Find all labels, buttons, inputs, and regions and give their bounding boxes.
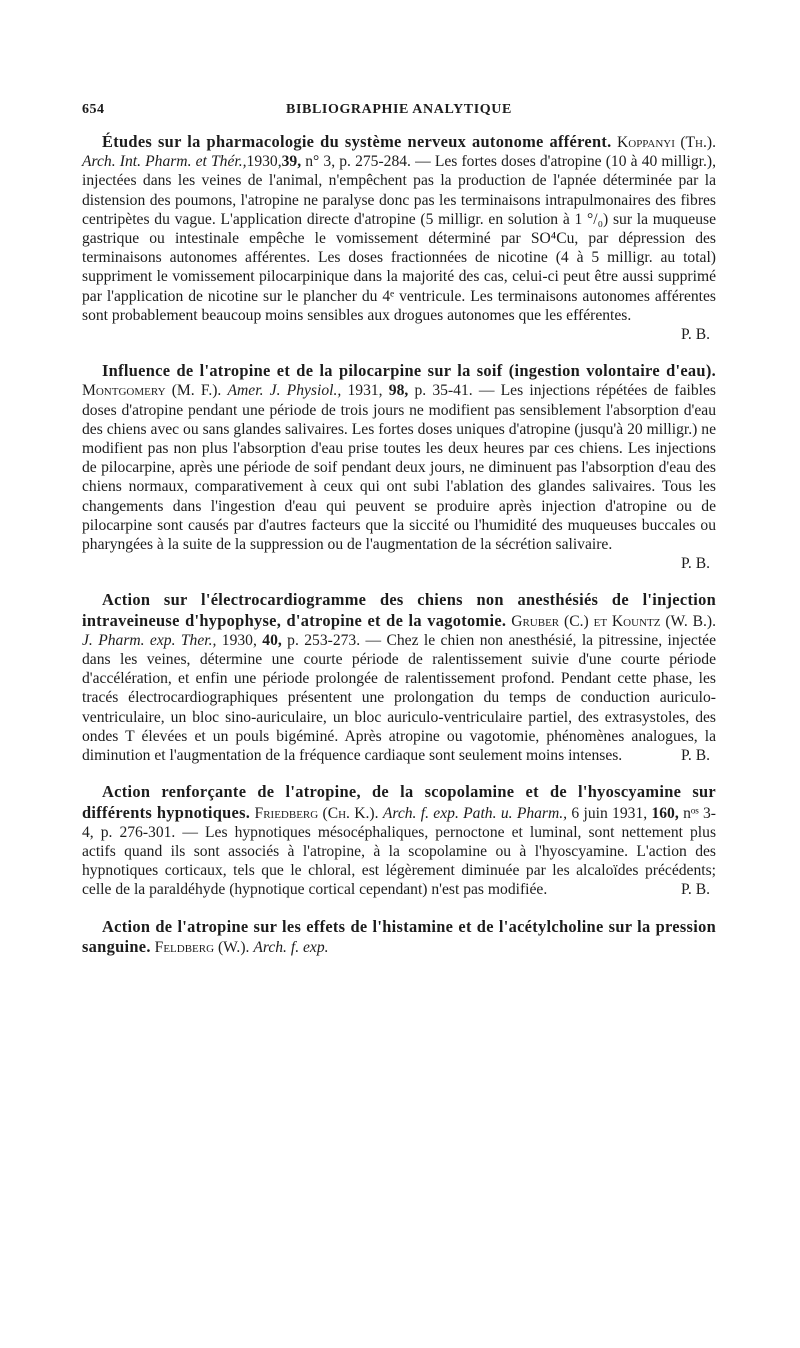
entry-year: 1930, xyxy=(246,153,282,171)
entry-volume: 160, xyxy=(651,804,679,822)
entry-journal: Arch. f. exp. xyxy=(253,938,329,956)
entry-initials: P. B. xyxy=(680,326,710,344)
entry-body: — Les hypnotiques mésocéphaliques, pernoctone et luminal, sont nettement plus actifs quand ils sont associés à l'atropine, à la scopolamine ou à l'hyoscyamine. L'action des hypnotiques corticaux, tels que le chloral, est légèrement diminuée par les alcaloïdes précédents; celle de la paraldéhyde (hypnotique cortical cependant) n'est pas modifiée. xyxy=(82,823,717,899)
entry-journal: Amer. J. Physiol., xyxy=(227,382,342,400)
entry-title: Action renforçante de l'atropine, de la scopolamine et de l'hyoscyamine sur différents hypnotiques. xyxy=(82,782,716,822)
entry-paragraph xyxy=(82,590,716,765)
entry-body: — Chez le chien non anesthésié, la pitressine, injectée dans les veines, détermine une courte période de ralentissement suivie d'une courte période d'accélération, et enfin une période prolongée de ralentissement profond. Pendant cette phase, les tracés électrocardiographiques présentent une prolongation du temps de conduction auriculo-ventriculaire, un bloc sino-auriculaire, un bloc auriculo-ventriculaire partiel, des extrasystoles, des ondes T élevées et un pouls bigéminé. Après atropine ou vagotomie, phénomènes analogues, la diminution et l'augmentation de la fréquence cardiaque sont seulement moins intenses. xyxy=(82,631,716,765)
entry-journal: Arch. Int. Pharm. et Thér., xyxy=(82,153,247,171)
entry-author: Koppanyi (Th.). xyxy=(616,134,716,151)
entry-volume: 39, xyxy=(281,153,302,171)
entry-initials: P. B. xyxy=(680,881,710,899)
entry-title: Influence de l'atropine et de la pilocarpine sur la soif (ingestion volontaire d'eau). xyxy=(102,361,716,381)
bibliography-entry-4 xyxy=(82,782,716,899)
entry-body: — Les fortes doses d'atropine (10 à 40 milligr.), injectées dans les veines de l'animal, n'empêchent pas la production de l'apnée déterminée par la distension des poumons, l'atropine ne paralyse donc pas les terminaisons intrapulmonaires des fibres centripètes du vague. L'application directe d'atropine (5 milligr. en solution à 1 °/₀) sur la muqueuse gastrique ou intestinale empêche le vomissement déterminé par SO⁴Cu, par dépression des terminaisons autonomes afférentes. Les doses fractionnées de nicotine (4 à 5 milligr. au total) suppriment le vomissement pilocarpinique dans la majorité des cas, celui-ci peut être aussi supprimé par l'application de nicotine sur le plancher du 4ᵉ ventricule. Les terminaisons autonomes afférentes sont probablement beaucoup moins sensibles aux drogues autonomes que les efférentes. xyxy=(82,153,716,324)
entry-year: 1931, xyxy=(347,382,383,400)
bibliography-entry-2 xyxy=(82,361,716,573)
entry-year: 6 juin 1931, xyxy=(571,804,648,822)
entry-pages: nᵒˢ 3-4, p. 276-301. xyxy=(82,804,716,841)
entry-year: 1930, xyxy=(221,631,257,649)
running-title: BIBLIOGRAPHIE ANALYTIQUE xyxy=(286,102,512,117)
entry-title: Action sur l'électrocardiogramme des chiens non anesthésiés de l'injection intraveineuse d'hypophyse, d'atropine et de la vagotomie. xyxy=(82,590,716,630)
entry-initials: P. B. xyxy=(680,555,710,573)
entry-author: Friedberg (Ch. K.). xyxy=(254,804,379,822)
document-page xyxy=(82,100,716,974)
running-head xyxy=(82,100,716,122)
entry-title: Action de l'atropine sur les effets de l'histamine et de l'acétylcholine sur la pression sanguine. xyxy=(82,916,716,956)
bibliography-entry-1 xyxy=(82,132,716,344)
entry-body: — Les injections répétées de faibles doses d'atropine pendant une période de trois jours ne modifient pas sensiblement l'absorption d'eau des chiens avec ou sans glandes salivaires. Les fortes doses uniques d'atropine (jusqu'à 20 milligr.) ne modifient pas non plus l'absorption d'eau prise toutes les deux heures par ces chiens. Les injections de pilocarpine, après une période de soif pendant deux jours, ne diminuent pas l'absorption d'eau des chiens normaux, comparativement à ceux qui ont subi l'ablation des glandes salivaires. Tous les changements dans l'ingestion d'eau qui peuvent se produire après injection d'atropine ou de pilocarpine sont causés par d'autres facteurs que la siccité ou l'humidité des muqueuses buccales ou pharyngées à la suite de la suppression ou de l'augmentation de la sécrétion salivaire. xyxy=(82,382,716,554)
entry-paragraph xyxy=(82,132,716,325)
entry-author: Feldberg (W.). xyxy=(154,938,250,956)
entry-pages: n° 3, p. 275-284. xyxy=(305,153,411,171)
entry-volume: 40, xyxy=(262,631,282,649)
entry-title: Études sur la pharmacologie du système nerveux autonome afférent. xyxy=(102,132,612,151)
entry-volume: 98, xyxy=(388,382,409,400)
entry-pages: p. 253-273. xyxy=(287,631,361,649)
entry-journal: Arch. f. exp. Path. u. Pharm., xyxy=(382,804,568,822)
entry-author: Montgomery (M. F.). xyxy=(82,382,222,400)
entry-author: Gruber (C.) et Kountz (W. B.). xyxy=(511,612,716,630)
entry-journal: J. Pharm. exp. Ther., xyxy=(82,631,217,649)
entry-paragraph xyxy=(82,361,716,554)
bibliography-entry-3 xyxy=(82,590,716,765)
entry-paragraph xyxy=(82,917,716,957)
entry-pages: p. 35-41. xyxy=(414,382,473,400)
page-number: 654 xyxy=(82,102,105,117)
bibliography-entry-5 xyxy=(82,917,716,957)
entry-paragraph xyxy=(82,782,716,899)
entry-initials: P. B. xyxy=(680,747,710,765)
